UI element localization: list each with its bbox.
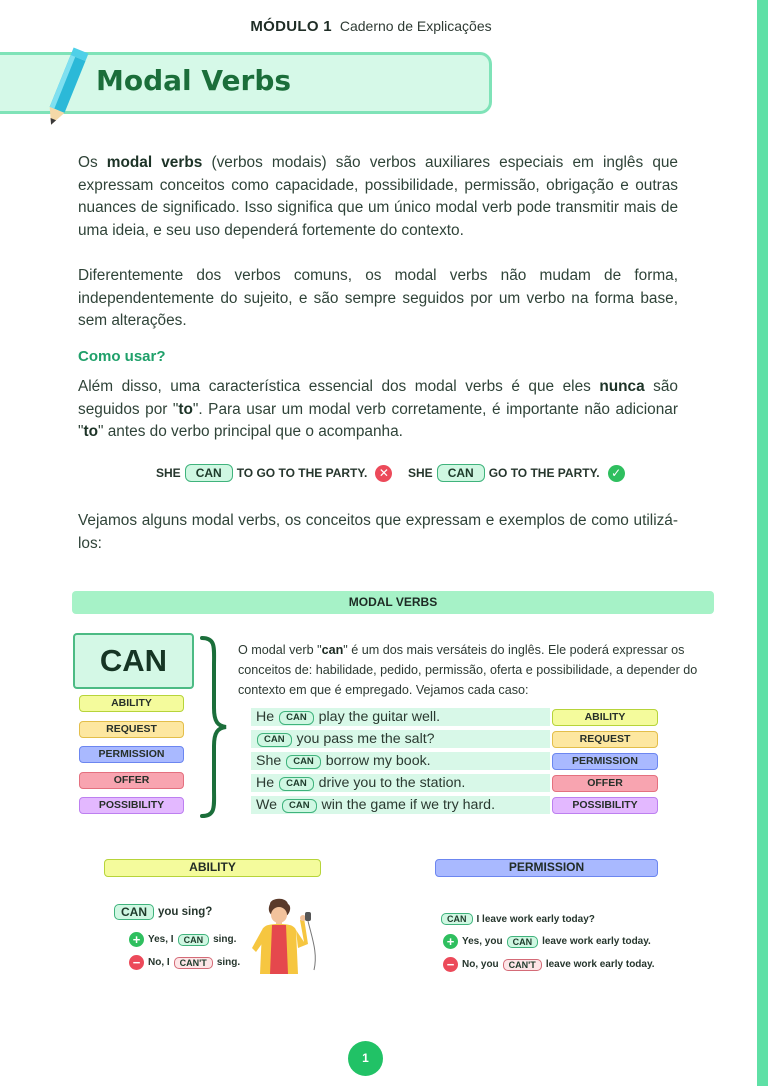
sentence-tag-request: REQUEST bbox=[552, 731, 658, 748]
intro-paragraph-3: Além disso, uma característica essencial dos modal verbs é que eles nunca são seguidos por "to". Para usar um modal verb corretamente, é importante não adicionar "to" antes do verbo principal que o acompanha. bbox=[78, 378, 678, 440]
module-subtitle: Caderno de Explicações bbox=[339, 18, 492, 34]
can-chip: CAN bbox=[507, 936, 539, 948]
pencil-icon bbox=[38, 44, 96, 132]
can-chip: CAN bbox=[282, 799, 317, 813]
ability-question: CAN you sing? bbox=[114, 904, 212, 920]
can-chip: CAN bbox=[185, 464, 233, 482]
tag-permission: PERMISSION bbox=[79, 746, 184, 763]
example-sentence: He CAN play the guitar well. bbox=[251, 708, 550, 726]
tag-request: REQUEST bbox=[79, 721, 184, 738]
sentence-tag-offer: OFFER bbox=[552, 775, 658, 792]
cant-chip: CAN'T bbox=[174, 957, 213, 969]
can-description: O modal verb "can" é um dos mais versáteis do inglês. Ele poderá expressar os conceitos de: habilidade, pedido, permissão, oferta e possibilidade, a depender do contexto em que é empregado. Vejamos cada caso: bbox=[238, 643, 698, 697]
permission-yes-answer: + Yes, you CAN leave work early today. bbox=[443, 934, 651, 949]
can-chip: CAN bbox=[286, 755, 321, 769]
minus-circle-icon: − bbox=[129, 955, 144, 970]
tag-ability: ABILITY bbox=[79, 695, 184, 712]
tag-possibility: POSSIBILITY bbox=[79, 797, 184, 814]
can-chip: CAN bbox=[441, 913, 473, 925]
permission-no-answer: − No, you CAN'T leave work early today. bbox=[443, 957, 655, 972]
can-chip: CAN bbox=[178, 934, 210, 946]
side-accent-bar bbox=[757, 0, 768, 1086]
intro-paragraph-1: Os modal verbs (verbos modais) são verbos auxiliares especiais em inglês que expressam conceitos como capacidade, possibilidade, permissão, obrigação e outras nuances de significado. Isso significa que um único modal verb pode transmitir mais de uma ideia, e seu uso dependerá fortemente do contexto. bbox=[78, 154, 678, 239]
wrong-example: SHE CAN TO GO TO THE PARTY. ✕ bbox=[156, 464, 392, 482]
can-chip: CAN bbox=[279, 777, 314, 791]
sentence-tag-ability: ABILITY bbox=[552, 709, 658, 726]
x-circle-icon: ✕ bbox=[375, 465, 392, 482]
permission-heading: PERMISSION bbox=[435, 859, 658, 877]
example-sentence: CAN you pass me the salt? bbox=[251, 730, 550, 748]
ability-heading: ABILITY bbox=[104, 859, 321, 877]
how-to-use-heading: Como usar? bbox=[78, 348, 166, 365]
curly-brace-icon bbox=[198, 636, 228, 818]
example-sentence: We CAN win the game if we try hard. bbox=[251, 796, 550, 814]
can-chip: CAN bbox=[279, 711, 314, 725]
check-circle-icon: ✓ bbox=[608, 465, 625, 482]
example-sentence: He CAN drive you to the station. bbox=[251, 774, 550, 792]
can-chip: CAN bbox=[257, 733, 292, 747]
plus-circle-icon: + bbox=[129, 932, 144, 947]
page-title: Modal Verbs bbox=[96, 64, 292, 97]
module-header bbox=[0, 18, 742, 35]
intro-paragraph-4: Vejamos alguns modal verbs, os conceitos que expressam e exemplos de como utilizá-los: bbox=[78, 512, 678, 552]
can-word-box: CAN bbox=[73, 633, 194, 689]
plus-circle-icon: + bbox=[443, 934, 458, 949]
sentence-tag-permission: PERMISSION bbox=[552, 753, 658, 770]
section-title-bar: MODAL VERBS bbox=[72, 591, 714, 614]
sentence-tag-possibility: POSSIBILITY bbox=[552, 797, 658, 814]
permission-question: CAN I leave work early today? bbox=[441, 913, 595, 925]
ability-no-answer: − No, I CAN'T sing. bbox=[129, 955, 240, 970]
tag-offer: OFFER bbox=[79, 772, 184, 789]
singer-illustration bbox=[248, 898, 328, 976]
can-chip: CAN bbox=[437, 464, 485, 482]
intro-paragraph-2: Diferentemente dos verbos comuns, os modal verbs não mudam de forma, independentemente do sujeito, e são sempre seguidos por um verbo na forma base, sem alterações. bbox=[78, 267, 678, 329]
cant-chip: CAN'T bbox=[503, 959, 542, 971]
minus-circle-icon: − bbox=[443, 957, 458, 972]
ability-yes-answer: + Yes, I CAN sing. bbox=[129, 932, 236, 947]
right-example: SHE CAN GO TO THE PARTY. ✓ bbox=[408, 464, 625, 482]
module-label: MÓDULO 1 bbox=[250, 18, 332, 35]
example-sentence: She CAN borrow my book. bbox=[251, 752, 550, 770]
page-number: 1 bbox=[348, 1041, 383, 1076]
can-chip: CAN bbox=[114, 904, 154, 920]
